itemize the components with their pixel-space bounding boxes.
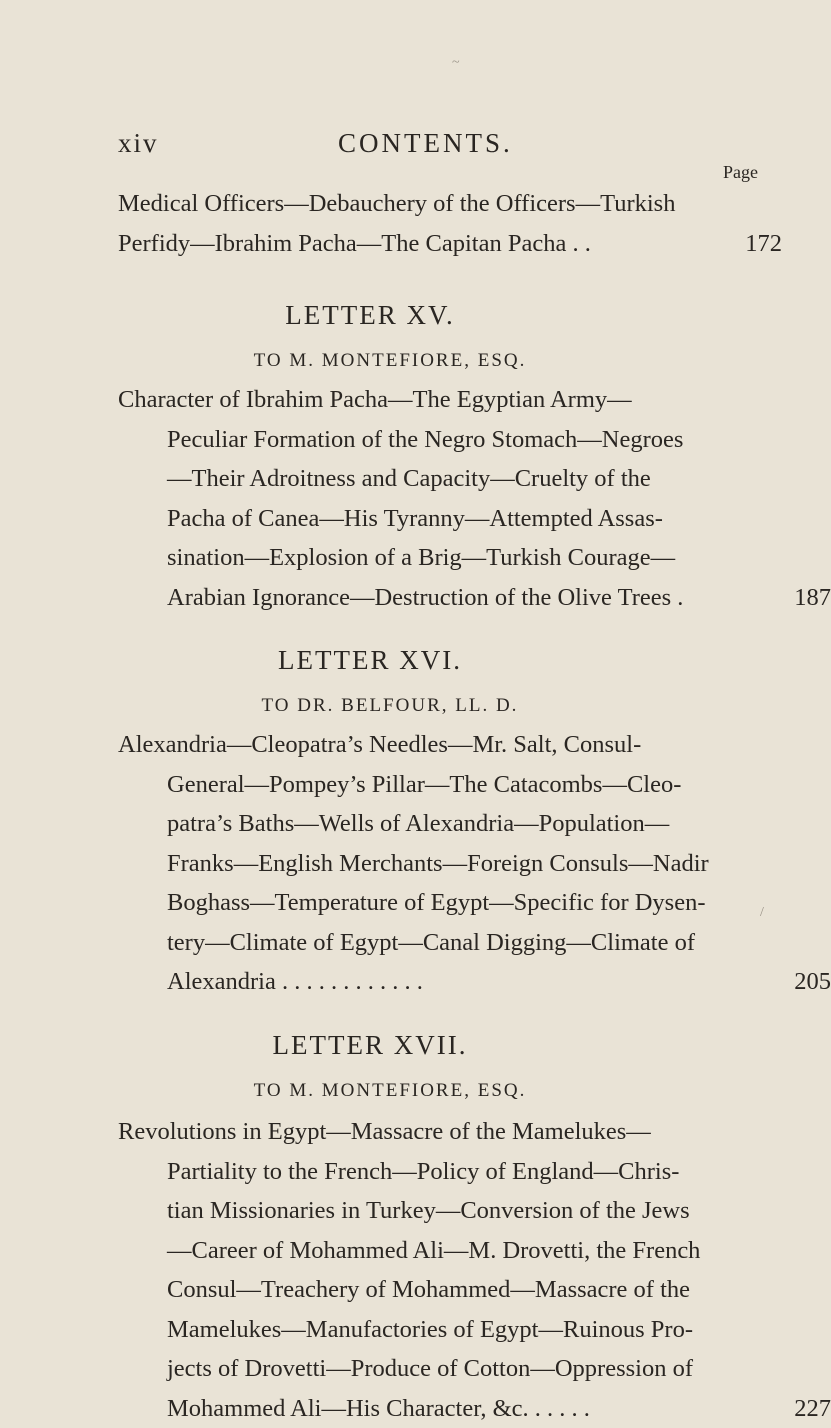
entry-line: patra’s Baths—Wells of Alexandria—Population— [118, 804, 782, 844]
page-column-label: Page [723, 162, 758, 183]
toc-entry [118, 1112, 782, 1428]
entry-line: jects of Drovetti—Produce of Cotton—Oppression of [118, 1349, 782, 1389]
letter-heading: LETTER XV. [0, 300, 770, 331]
page-reference: 205 [794, 962, 831, 1002]
entry-line: —Career of Mohammed Ali—M. Drovetti, the French [118, 1231, 782, 1271]
entry-line: Medical Officers—Debauchery of the Officers—Turkish [118, 184, 782, 224]
entry-line-text: Mohammed Ali—His Character, &c. . . . . . [167, 1395, 590, 1422]
entry-line: Franks—English Merchants—Foreign Consuls—Nadir [118, 844, 782, 884]
page-reference: 227 [794, 1389, 831, 1428]
letter-recipient: TO DR. BELFOUR, LL. D. [0, 695, 790, 717]
entry-line: Peculiar Formation of the Negro Stomach—Negroes [118, 420, 782, 460]
entry-line: —Their Adroitness and Capacity—Cruelty of the [118, 459, 782, 499]
paper-speck: ~ [452, 55, 460, 71]
toc-entry [118, 380, 782, 617]
entry-line: Character of Ibrahim Pacha—The Egyptian Army— [118, 380, 782, 420]
running-title: CONTENTS. [338, 128, 513, 159]
letter-recipient: TO M. MONTEFIORE, ESQ. [0, 350, 790, 372]
entry-line: tian Missionaries in Turkey—Conversion of the Jews [118, 1191, 782, 1231]
entry-line-text: Arabian Ignorance—Destruction of the Olive Trees . [167, 584, 683, 611]
entry-line: Revolutions in Egypt—Massacre of the Mamelukes— [118, 1112, 782, 1152]
toc-entry-continued [118, 184, 782, 263]
entry-line [118, 578, 831, 618]
entry-line: Partiality to the French—Policy of England—Chris- [118, 1152, 782, 1192]
entry-line: Boghass—Temperature of Egypt—Specific for Dysen- [118, 883, 782, 923]
page-reference: 187 [794, 578, 831, 618]
letter-heading: LETTER XVII. [0, 1030, 770, 1061]
letter-heading: LETTER XVI. [0, 645, 770, 676]
paper-speck: / [760, 905, 764, 921]
entry-line: Mamelukes—Manufactories of Egypt—Ruinous Pro- [118, 1310, 782, 1350]
entry-line-text: Perfidy—Ibrahim Pacha—The Capitan Pacha . . [118, 230, 591, 257]
entry-line: sination—Explosion of a Brig—Turkish Courage— [118, 538, 782, 578]
entry-line: Consul—Treachery of Mohammed—Massacre of the [118, 1270, 782, 1310]
entry-line: tery—Climate of Egypt—Canal Digging—Climate of [118, 923, 782, 963]
entry-line [118, 224, 782, 264]
entry-line [118, 962, 831, 1002]
entry-line-text: Alexandria . . . . . . . . . . . . [167, 968, 423, 995]
page-reference: 172 [745, 224, 782, 264]
letter-recipient: TO M. MONTEFIORE, ESQ. [0, 1080, 790, 1102]
entry-line: Pacha of Canea—His Tyranny—Attempted Assas- [118, 499, 782, 539]
page-number: xiv [118, 128, 159, 159]
entry-line [118, 1389, 831, 1428]
entry-line: Alexandria—Cleopatra’s Needles—Mr. Salt, Consul- [118, 725, 782, 765]
toc-entry [118, 725, 782, 1002]
entry-line: General—Pompey’s Pillar—The Catacombs—Cleo- [118, 765, 782, 805]
